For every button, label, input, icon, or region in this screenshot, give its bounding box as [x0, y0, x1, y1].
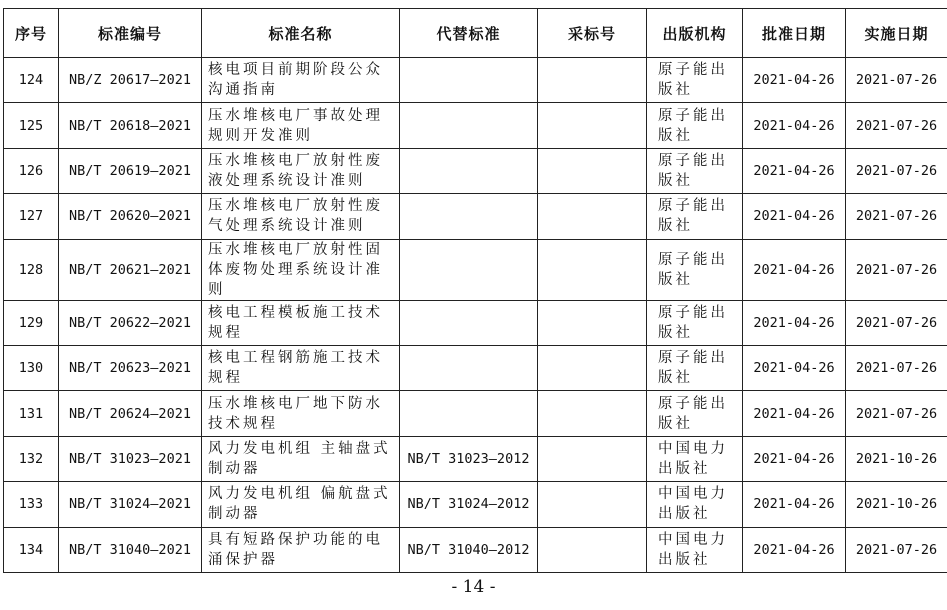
cell-std-no: NB/Z 20617—2021	[59, 58, 202, 103]
cell-publisher: 中国电力出版社	[647, 482, 743, 527]
cell-replaces: NB/T 31040—2012	[400, 527, 538, 572]
cell-replaces	[400, 300, 538, 345]
header-std-name: 标准名称	[202, 9, 400, 58]
table-row	[4, 391, 947, 436]
cell-seq: 127	[4, 194, 59, 239]
standards-table	[3, 8, 947, 573]
cell-std-no: NB/T 20622—2021	[59, 300, 202, 345]
cell-adopt	[538, 239, 647, 300]
header-impl-date: 实施日期	[846, 9, 947, 58]
table-row	[4, 103, 947, 148]
cell-publisher: 原子能出版社	[647, 300, 743, 345]
cell-adopt	[538, 482, 647, 527]
header-replaces: 代替标准	[400, 9, 538, 58]
cell-adopt	[538, 103, 647, 148]
table-row	[4, 482, 947, 527]
header-approve-date: 批准日期	[743, 9, 846, 58]
cell-impl-date: 2021-07-26	[846, 194, 947, 239]
cell-publisher: 中国电力出版社	[647, 527, 743, 572]
cell-replaces	[400, 148, 538, 193]
cell-std-name: 具有短路保护功能的电涌保护器	[202, 527, 400, 572]
cell-approve-date: 2021-04-26	[743, 103, 846, 148]
cell-seq: 131	[4, 391, 59, 436]
cell-seq: 128	[4, 239, 59, 300]
table-row	[4, 58, 947, 103]
cell-seq: 125	[4, 103, 59, 148]
cell-approve-date: 2021-04-26	[743, 345, 846, 390]
cell-impl-date: 2021-10-26	[846, 482, 947, 527]
cell-seq: 126	[4, 148, 59, 193]
cell-impl-date: 2021-07-26	[846, 391, 947, 436]
table-row	[4, 345, 947, 390]
cell-replaces: NB/T 31024—2012	[400, 482, 538, 527]
cell-std-name: 风力发电机组 主轴盘式制动器	[202, 436, 400, 481]
table-row	[4, 436, 947, 481]
cell-replaces	[400, 58, 538, 103]
cell-replaces	[400, 194, 538, 239]
cell-std-name: 风力发电机组 偏航盘式制动器	[202, 482, 400, 527]
cell-impl-date: 2021-07-26	[846, 58, 947, 103]
table-header-row	[4, 9, 947, 58]
cell-impl-date: 2021-07-26	[846, 239, 947, 300]
cell-replaces	[400, 345, 538, 390]
cell-adopt	[538, 194, 647, 239]
table-row	[4, 527, 947, 572]
cell-adopt	[538, 391, 647, 436]
cell-std-no: NB/T 20620—2021	[59, 194, 202, 239]
cell-approve-date: 2021-04-26	[743, 58, 846, 103]
page-number: - 14 -	[451, 577, 496, 597]
cell-impl-date: 2021-07-26	[846, 300, 947, 345]
cell-replaces	[400, 103, 538, 148]
cell-publisher: 原子能出版社	[647, 345, 743, 390]
cell-seq: 134	[4, 527, 59, 572]
cell-std-name: 压水堆核电厂事故处理规则开发准则	[202, 103, 400, 148]
cell-std-name: 核电工程钢筋施工技术规程	[202, 345, 400, 390]
cell-impl-date: 2021-07-26	[846, 345, 947, 390]
cell-publisher: 原子能出版社	[647, 103, 743, 148]
table-row	[4, 300, 947, 345]
cell-std-no: NB/T 20619—2021	[59, 148, 202, 193]
cell-replaces: NB/T 31023—2012	[400, 436, 538, 481]
cell-impl-date: 2021-10-26	[846, 436, 947, 481]
cell-publisher: 中国电力出版社	[647, 436, 743, 481]
cell-impl-date: 2021-07-26	[846, 148, 947, 193]
cell-adopt	[538, 527, 647, 572]
cell-std-no: NB/T 20623—2021	[59, 345, 202, 390]
table-row	[4, 148, 947, 193]
cell-publisher: 原子能出版社	[647, 239, 743, 300]
cell-std-no: NB/T 20618—2021	[59, 103, 202, 148]
cell-std-name: 压水堆核电厂地下防水技术规程	[202, 391, 400, 436]
cell-adopt	[538, 436, 647, 481]
cell-std-name: 核电工程模板施工技术规程	[202, 300, 400, 345]
cell-impl-date: 2021-07-26	[846, 103, 947, 148]
cell-approve-date: 2021-04-26	[743, 239, 846, 300]
cell-adopt	[538, 148, 647, 193]
cell-std-no: NB/T 20624—2021	[59, 391, 202, 436]
cell-approve-date: 2021-04-26	[743, 194, 846, 239]
cell-seq: 130	[4, 345, 59, 390]
table-row	[4, 239, 947, 300]
cell-impl-date: 2021-07-26	[846, 527, 947, 572]
cell-std-name: 核电项目前期阶段公众沟通指南	[202, 58, 400, 103]
header-seq: 序号	[4, 9, 59, 58]
cell-std-name: 压水堆核电厂放射性废气处理系统设计准则	[202, 194, 400, 239]
cell-std-no: NB/T 31023—2021	[59, 436, 202, 481]
cell-seq: 124	[4, 58, 59, 103]
cell-replaces	[400, 391, 538, 436]
header-std-no: 标准编号	[59, 9, 202, 58]
header-publisher: 出版机构	[647, 9, 743, 58]
cell-approve-date: 2021-04-26	[743, 482, 846, 527]
cell-publisher: 原子能出版社	[647, 148, 743, 193]
cell-publisher: 原子能出版社	[647, 58, 743, 103]
header-adopt: 采标号	[538, 9, 647, 58]
cell-adopt	[538, 300, 647, 345]
cell-seq: 129	[4, 300, 59, 345]
cell-adopt	[538, 58, 647, 103]
table-row	[4, 194, 947, 239]
cell-publisher: 原子能出版社	[647, 391, 743, 436]
cell-std-name: 压水堆核电厂放射性固体废物处理系统设计准则	[202, 239, 400, 300]
cell-approve-date: 2021-04-26	[743, 300, 846, 345]
cell-seq: 133	[4, 482, 59, 527]
cell-seq: 132	[4, 436, 59, 481]
cell-replaces	[400, 239, 538, 300]
cell-std-name: 压水堆核电厂放射性废液处理系统设计准则	[202, 148, 400, 193]
cell-approve-date: 2021-04-26	[743, 148, 846, 193]
cell-publisher: 原子能出版社	[647, 194, 743, 239]
cell-approve-date: 2021-04-26	[743, 436, 846, 481]
cell-approve-date: 2021-04-26	[743, 391, 846, 436]
cell-adopt	[538, 345, 647, 390]
cell-approve-date: 2021-04-26	[743, 527, 846, 572]
cell-std-no: NB/T 31024—2021	[59, 482, 202, 527]
cell-std-no: NB/T 20621—2021	[59, 239, 202, 300]
cell-std-no: NB/T 31040—2021	[59, 527, 202, 572]
